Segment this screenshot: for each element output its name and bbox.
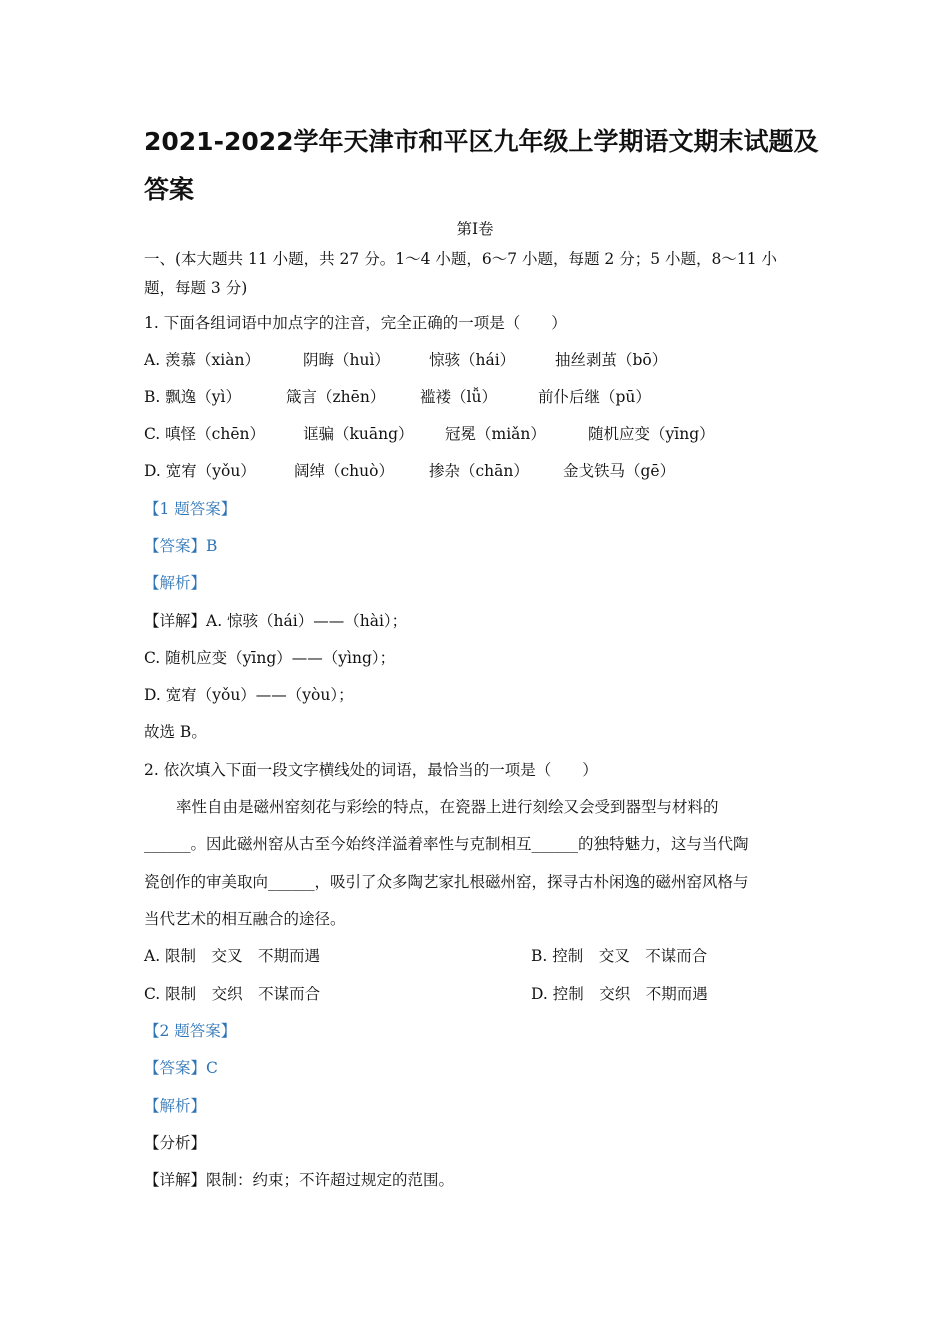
q2-fenxi-label: 【分析】: [144, 1134, 207, 1152]
q1-b-word-3: 褴褛（lǚ）: [420, 388, 497, 406]
q1-option-d: [144, 460, 844, 482]
q2-passage-line-2: ______。因此磁州窑从古至今始终洋溢着率性与克制相互______的独特魅力，这与当代陶: [144, 835, 749, 853]
q1-conclusion: 故选 B。: [144, 723, 207, 741]
document-title: 2021-2022学年天津市和平区九年级上学期语文期末试题及答案: [144, 127, 819, 204]
q2-option-b: B. 控制 交叉 不谋而合: [531, 947, 708, 965]
q2-passage-line-3: 瓷创作的审美取向______，吸引了众多陶艺家扎根磁州窑，探寻古朴闲逸的磁州窑风格与: [144, 873, 749, 891]
q1-b-word-1: B. 飘逸（yì）: [144, 388, 241, 406]
q1-c-word-1: C. 嗔怪（chēn）: [144, 425, 265, 443]
section-label: 第Ⅰ卷: [456, 220, 494, 238]
q1-a-word-4: 抽丝剥茧（bō）: [555, 351, 668, 369]
q1-answer-header: 【1 题答案】: [144, 500, 237, 518]
q1-detail-2: C. 随机应变（yīng）——（yìng）；: [144, 649, 396, 667]
q2-option-d: D. 控制 交织 不期而遇: [531, 985, 708, 1003]
q1-option-b: [144, 386, 844, 408]
q2-answer: 【答案】C: [144, 1059, 218, 1077]
q1-d-word-1: D. 宽宥（yǒu）: [144, 462, 256, 480]
intro-line-1: 一、(本大题共 11 小题，共 27 分。1～4 小题，6～7 小题，每题 2 分；5 小题，8～11 小: [144, 250, 778, 268]
q1-a-word-2: 阴晦（huì）: [303, 351, 390, 369]
q1-c-word-2: 诓骗（kuāng）: [303, 425, 414, 443]
q2-stem: 2. 依次填入下面一段文字横线处的词语，最恰当的一项是（ ）: [144, 761, 598, 779]
q1-stem: 1. 下面各组词语中加点字的注音，完全正确的一项是（ ）: [144, 314, 567, 332]
q1-d-word-2: 阔绰（chuò）: [294, 462, 394, 480]
q2-passage-line-1: 率性自由是磁州窑刻花与彩绘的特点，在瓷器上进行刻绘又会受到器型与材料的: [176, 798, 719, 816]
q1-option-c: [144, 423, 844, 445]
q2-detail: 【详解】限制：约束；不许超过规定的范围。: [144, 1171, 455, 1189]
q1-d-word-3: 掺杂（chān）: [429, 462, 529, 480]
q2-analysis-label: 【解析】: [144, 1097, 207, 1115]
q1-option-a: [144, 349, 844, 371]
q1-a-word-1: A. 羡慕（xiàn）: [144, 351, 260, 369]
q1-c-word-3: 冠冕（miǎn）: [445, 425, 546, 443]
q2-option-c: C. 限制 交织 不谋而合: [144, 985, 321, 1003]
q1-answer-text: 【答案】B: [144, 537, 218, 555]
q1-detail-3: D. 宽宥（yǒu）——（yòu）；: [144, 686, 354, 704]
q2-option-a: A. 限制 交叉 不期而遇: [144, 947, 321, 965]
q1-b-word-2: 箴言（zhēn）: [286, 388, 386, 406]
q1-d-word-4: 金戈铁马（gē）: [563, 462, 676, 480]
q1-detail-1: 【详解】A. 惊骇（hái）——（hài）；: [144, 612, 408, 630]
q1-analysis-label: 【解析】: [144, 574, 207, 592]
q1-b-word-4: 前仆后继（pū）: [538, 388, 651, 406]
q1-answer: [144, 535, 217, 557]
q1-c-word-4: 随机应变（yīng）: [588, 425, 715, 443]
q2-answer-header: 【2 题答案】: [144, 1022, 237, 1040]
q2-passage-line-4: 当代艺术的相互融合的途径。: [144, 910, 346, 928]
intro-line-2: 题，每题 3 分): [144, 279, 248, 297]
q1-a-word-3: 惊骇（hái）: [429, 351, 516, 369]
